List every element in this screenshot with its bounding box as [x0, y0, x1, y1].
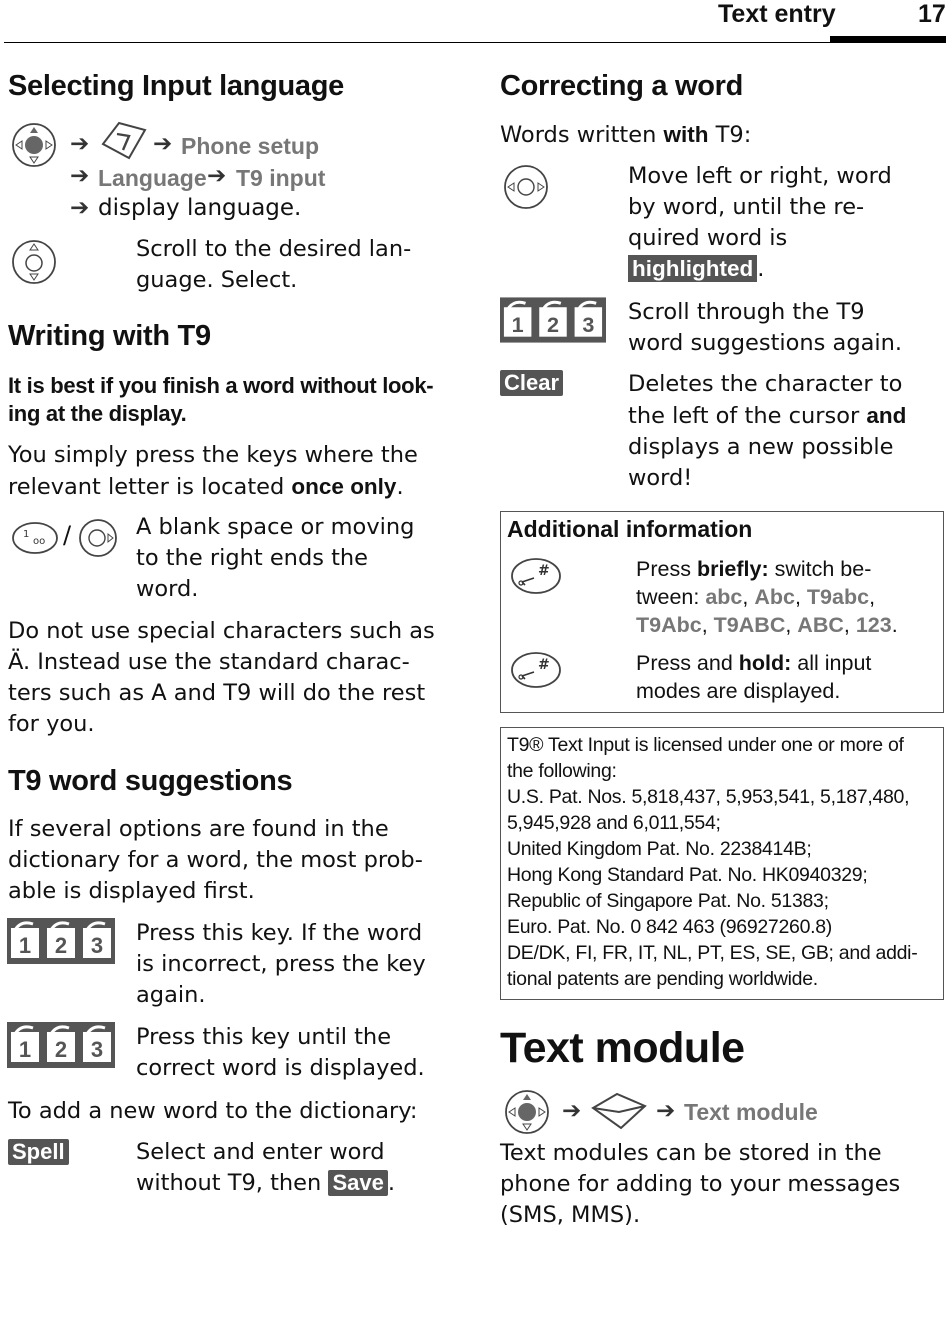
- bold-intro-paragraph: It is best if you finish a word without look- ing at the display.: [8, 373, 434, 426]
- joystick-icon: [11, 122, 57, 168]
- messages-envelope-icon: [589, 1090, 649, 1132]
- svg-text:1: 1: [18, 933, 32, 958]
- svg-text:2: 2: [546, 311, 560, 337]
- arrow-icon: ➔: [70, 195, 90, 221]
- svg-text:3: 3: [90, 933, 104, 958]
- words-written-intro: Words written with T9:: [500, 122, 752, 148]
- svg-text:#: #: [538, 563, 550, 579]
- clear-softkey: Clear: [500, 370, 563, 396]
- svg-text:3: 3: [90, 1037, 104, 1062]
- spell-instruction-text: Select and enter word without T9, then Save .: [136, 1139, 395, 1196]
- arrow-icon: ➔: [153, 131, 173, 157]
- additional-information-heading: Additional information: [507, 516, 753, 542]
- blank-space-text: A blank space or moving to the right ends the word.: [136, 514, 415, 602]
- section-heading-word-suggestions: T9 word suggestions: [8, 765, 293, 797]
- hash-key-icon: [510, 650, 562, 690]
- keys-123-icon: [500, 297, 606, 343]
- scroll-language-text: Scroll to the desired lan- guage. Select.: [136, 236, 412, 293]
- svg-text:3: 3: [582, 311, 595, 337]
- license-text: T9® Text Input is licensed under one or more of the following: U.S. Pat. Nos. 5,818,437, 5,953,541, 5,187,480, 5,945,928 and 6,011,554; United Kingdom Pat. No. 2238414B; Hong Kong Standard Pat. No. HK0940329; Republic of Singapore Pat. No. 51383; Euro. Pat. No. 0 842 463 (96927260.8) DE/DK, FI, FR, IT, NL, PT, ES, SE, GB; and addi- tional patents are pending worldwide.: [507, 734, 918, 990]
- svg-text:oo: oo: [33, 536, 46, 547]
- keys-123-icon: [7, 918, 115, 964]
- navigate-right-icon: [78, 518, 118, 558]
- menu-path-t9-input: T9 input: [236, 165, 326, 191]
- navigate-left-right-icon: [503, 164, 549, 210]
- suggestions-paragraph: If several options are found in the dictionary for a word, the most prob- able is displayed first.: [8, 816, 423, 904]
- svg-text:2: 2: [54, 933, 68, 958]
- keys-123-icon: [7, 1022, 115, 1068]
- text-module-paragraph: Text modules can be stored in the phone for adding to your messages (SMS, MMS).: [500, 1140, 901, 1228]
- svg-text:#: #: [538, 657, 550, 673]
- key-1-voicemail-icon: [11, 520, 59, 556]
- scroll-suggestions-text: Scroll through the T9 word suggestions again.: [628, 299, 903, 356]
- menu-path-text-module: Text module: [684, 1099, 818, 1125]
- page-number: 17: [918, 0, 946, 28]
- add-word-text: To add a new word to the dictionary:: [8, 1098, 418, 1124]
- arrow-icon: ➔: [207, 163, 227, 189]
- press-hold-text: Press and hold: all input modes are displayed.: [636, 651, 872, 703]
- section-heading-writing-t9: Writing with T9: [8, 320, 211, 352]
- menu-path-phone-setup: Phone setup: [181, 133, 320, 159]
- hash-key-icon: [510, 556, 562, 596]
- section-heading-correcting: Correcting a word: [500, 70, 744, 102]
- svg-text:1: 1: [23, 529, 30, 540]
- arrow-icon: ➔: [562, 1098, 582, 1124]
- arrow-icon: ➔: [656, 1098, 676, 1124]
- keys-paragraph: You simply press the keys where the relevant letter is located once only.: [8, 442, 418, 500]
- spell-softkey: Spell: [8, 1139, 69, 1165]
- press-briefly-text: Press briefly: switch be- tween: abc, Abc, T9abc, T9Abc, T9ABC, ABC, 123.: [636, 557, 898, 637]
- slash-separator: /: [63, 521, 72, 549]
- clear-description-text: Deletes the character to the left of the cursor and displays a new possible word!: [628, 371, 907, 491]
- arrow-icon: ➔: [70, 163, 90, 189]
- section-heading-text-module: Text module: [500, 1024, 745, 1072]
- header-rule: [4, 42, 946, 43]
- menu-path-display-language: display language.: [98, 195, 302, 221]
- running-header-title: Text entry: [718, 0, 836, 28]
- press-key-text: Press this key. If the word is incorrect, press the key again.: [136, 920, 426, 1008]
- svg-text:2: 2: [54, 1037, 68, 1062]
- joystick-icon: [504, 1089, 550, 1135]
- settings-menu-icon: [97, 120, 149, 162]
- svg-text:1: 1: [18, 1037, 32, 1062]
- menu-path-language: Language: [98, 165, 207, 191]
- svg-text:1: 1: [511, 311, 524, 337]
- press-until-text: Press this key until the correct word is displayed.: [136, 1024, 425, 1081]
- move-word-text: Move left or right, word by word, until the re- quired word is highlighted .: [628, 163, 892, 282]
- scroll-up-down-icon: [11, 239, 57, 285]
- special-characters-paragraph: Do not use special characters such as Ä. Instead use the standard charac- ters such as A and T9 will do the rest for you.: [8, 618, 435, 737]
- section-heading-input-language: Selecting Input language: [8, 70, 344, 102]
- highlighted-sample: highlighted: [628, 255, 757, 282]
- save-softkey: Save: [328, 1170, 387, 1196]
- arrow-icon: ➔: [70, 131, 90, 157]
- header-tab-bar: [830, 36, 946, 42]
